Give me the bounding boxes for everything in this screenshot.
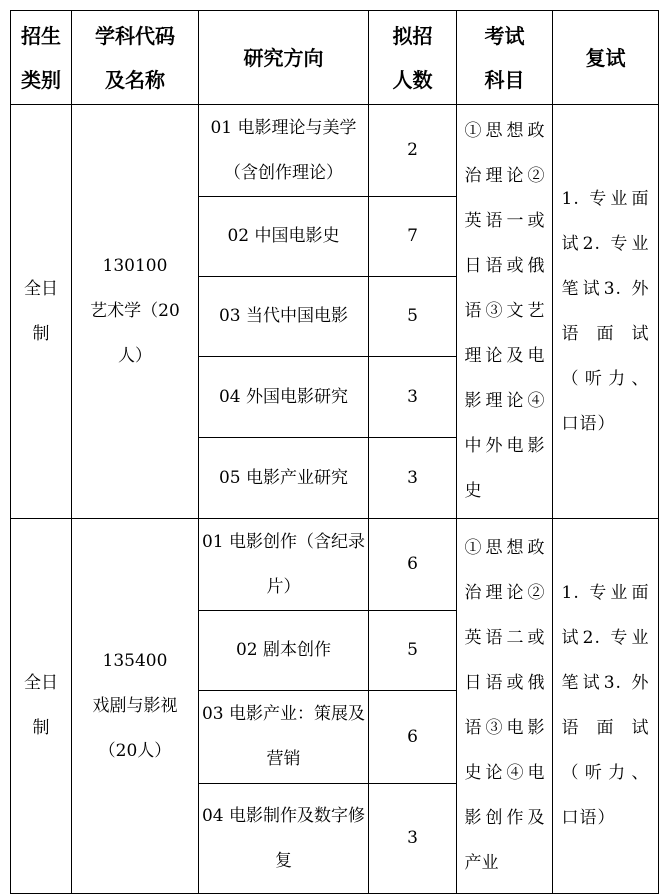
exam-cell: ①思想政治理论②英语二或日语或俄语③电影史论④电影创作及产业 [457,519,553,894]
direction-cell: 02 中国电影史 [199,197,369,277]
direction-cell: 01 电影理论与美学（含创作理论） [199,105,369,197]
subject-code: 135400 [102,650,168,671]
header-direction: 研究方向 [199,11,369,105]
header-exam: 考试科目 [457,11,553,105]
quota-cell: 5 [369,277,457,357]
direction-cell: 04 外国电影研究 [199,357,369,438]
subject-name: 艺术学（20人） [90,301,180,366]
category-cell: 全日制 [11,105,72,519]
subject-code: 130100 [102,256,168,276]
header-quota: 拟招人数 [369,11,457,105]
admission-table [10,10,659,894]
exam-cell: ①思想政治理论②英语一或日语或俄语③文艺理论及电影理论④中外电影史 [457,105,553,519]
subject-name: 戏剧与影视（20人） [92,695,178,761]
header-subject: 学科代码及名称 [72,11,199,105]
category-cell: 全日制 [11,519,72,894]
subject-cell [72,519,199,894]
quota-cell: 3 [369,357,457,438]
header-retest: 复试 [553,11,659,105]
header-row [11,11,659,105]
direction-cell: 01 电影创作（含纪录片） [199,519,369,611]
quota-cell: 7 [369,197,457,277]
direction-cell: 02 剧本创作 [199,611,369,691]
quota-cell: 6 [369,519,457,611]
quota-cell: 3 [369,438,457,519]
quota-cell: 3 [369,784,457,894]
retest-cell: 1. 专业面试2. 专业笔试3. 外语面试（听力、口语） [553,519,659,894]
table-row [11,519,659,611]
direction-cell: 03 当代中国电影 [199,277,369,357]
quota-cell: 2 [369,105,457,197]
quota-cell: 5 [369,611,457,691]
quota-cell: 6 [369,691,457,784]
direction-cell: 03 电影产业：策展及营销 [199,691,369,784]
header-category: 招生类别 [11,11,72,105]
direction-cell: 05 电影产业研究 [199,438,369,519]
retest-cell: 1. 专业面试2. 专业笔试3. 外语面试（听力、口语） [553,105,659,519]
direction-cell: 04 电影制作及数字修复 [199,784,369,894]
subject-cell [72,105,199,519]
table-row [11,105,659,197]
